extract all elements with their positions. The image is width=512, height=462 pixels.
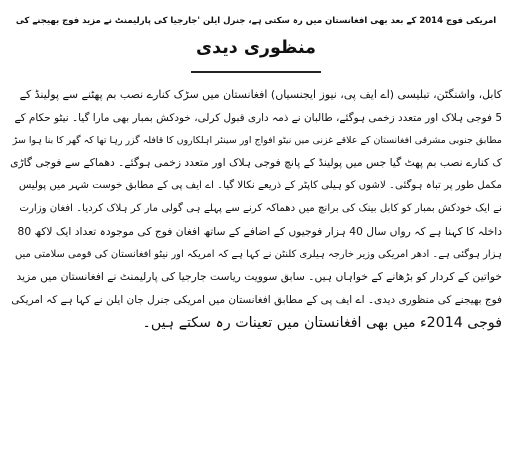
headline-line: منظوری دیدی bbox=[196, 38, 316, 58]
article-headline bbox=[10, 8, 502, 62]
body-line: فوج بھیجنے کی منظوری دیدی۔ اے ایف پی کے مطابق افغانستان میں امریکی جنرل جان ایلن نے کہا ہے کہ امریکی bbox=[11, 294, 502, 307]
body-line: داخلہ کا کہنا ہے کہ رواں سال 40 ہزار فوجیوں کے اضافے کے ساتھ افغان فوج کی موجودہ تعداد ایک لاکھ 80 bbox=[17, 224, 502, 238]
body-line: مطابق جنوبی مشرقی افغانستان کے علاقے غزنی میں نیٹو افواج اور سینئر اہلکاروں کا قافلہ گزر رہا تھا کہ گھر کا بنا ہوا سڑ bbox=[12, 134, 502, 146]
headline-divider bbox=[191, 71, 321, 73]
body-line: ک کنارے نصب بم پھٹ گیا جس میں پولینڈ کے پانچ فوجی ہلاک اور متعدد زخمی ہوگئے۔ دھماکے سے فوجی گاڑی bbox=[10, 156, 502, 170]
article-body bbox=[10, 84, 502, 335]
body-line: خواتین کے کردار کو بڑھانے کے خواہاں ہیں۔ سابق سوویت ریاست جارجیا کی پارلیمنٹ نے افغانستان میں مزید bbox=[16, 270, 502, 284]
body-line: مکمل طور پر تباہ ہوگئی۔ لاشوں کو ہیلی کاپٹر کے ذریعے نکالا گیا۔ اے ایف پی کے مطابق خوست شہر میں پولیس bbox=[18, 180, 502, 192]
body-line: 5 فوجی ہلاک اور متعدد زخمی ہوگئے، طالبان نے ذمہ داری قبول کرلی، خودکش بمبار بھی مارا گیا۔ نیٹو حکام کے bbox=[14, 111, 502, 124]
headline-line: امریکی فوج 2014 کے بعد بھی افغانستان میں رہ سکتی ہے، جنرل ایلن 'جارجیا کی پارلیمنٹ نے مزید فوج بھیجنے کی bbox=[15, 16, 497, 26]
body-line: فوجی 2014ء میں بھی افغانستان میں تعینات رہ سکتے ہیں۔ bbox=[142, 314, 502, 331]
body-line: نے ایک خودکش بمبار کو کابل بینک کی برانچ میں دھماکہ کرنے سے پہلے ہی گولی مار کر ہلاک کردیا۔ افغان وزارت bbox=[19, 202, 502, 214]
body-line: ہزار ہوگئی ہے۔ ادھر امریکی وزیر خارجہ ہیلری کلنٹن نے کہا ہے کہ امریکہ اور نیٹو افغانستان کی قومی سلامتی میں bbox=[14, 248, 502, 260]
body-line: کابل، واشنگٹن، تبلیسی (اے ایف پی، نیوز ایجنسیاں) افغانستان میں سڑک کنارے نصب بم پھٹنے سے پولینڈ کے bbox=[19, 88, 502, 101]
